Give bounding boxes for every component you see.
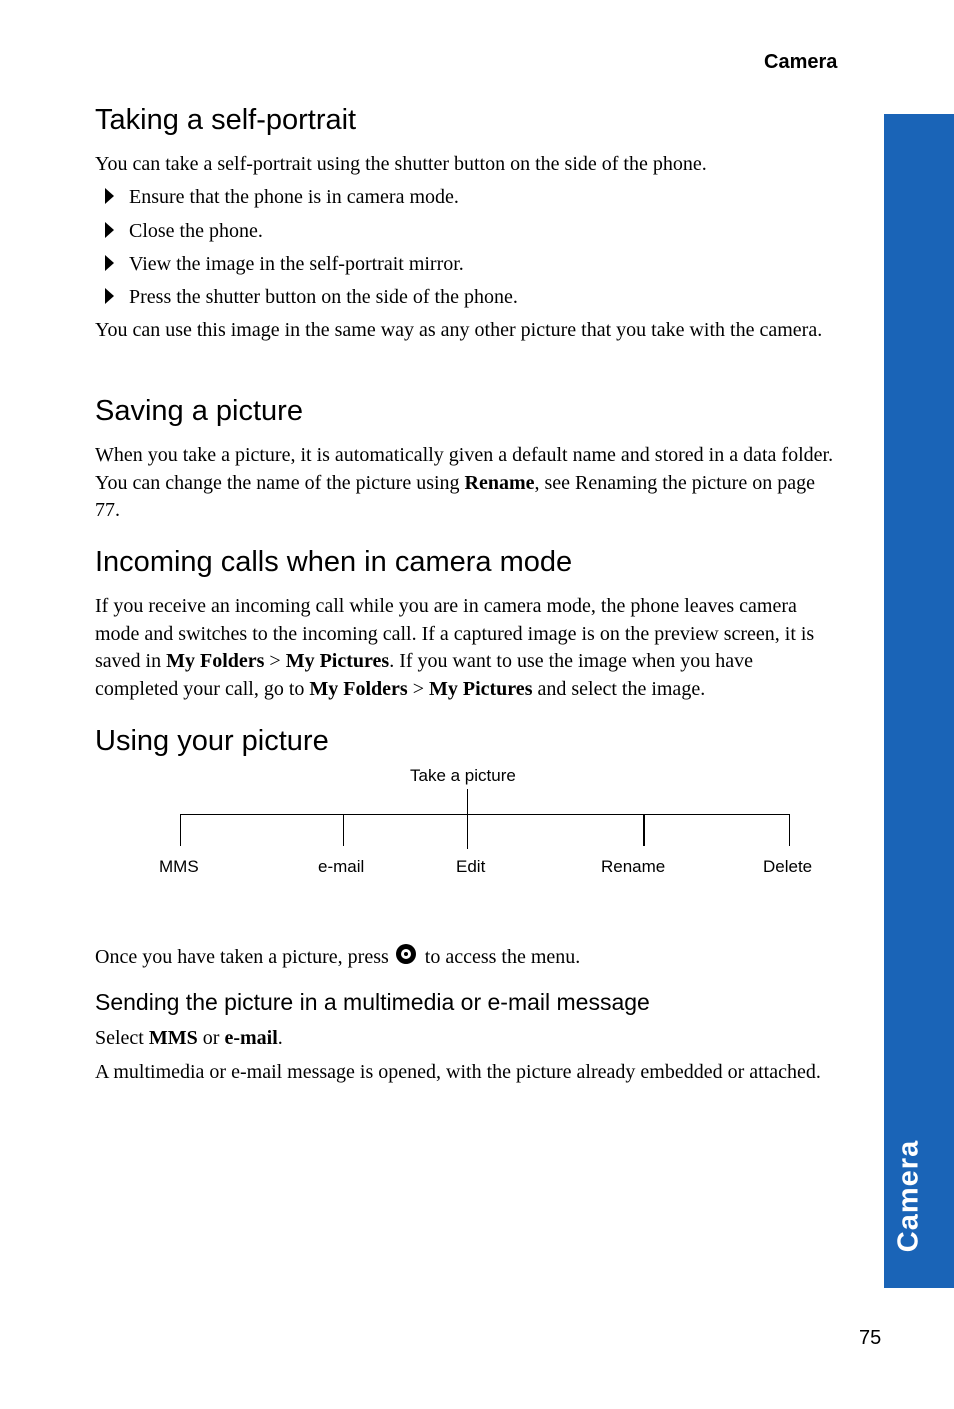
diagram-node-delete: Delete [763,857,813,876]
section-title-incoming: Incoming calls when in camera mode [95,546,573,578]
diagram-root-line [467,789,468,849]
bullet-arrow-icon [105,288,114,304]
press-menu-text: Once you have taken a picture, press to access the menu. [95,946,581,968]
step-item: View the image in the self-portrait mirror. [105,251,464,278]
diagram-bar [180,814,790,815]
diagram-branch [343,814,344,846]
diagram-root-label: Take a picture [410,766,516,785]
step-item: Ensure that the phone is in camera mode. [105,184,459,211]
bullet-arrow-icon [105,222,114,238]
menu-key-icon [396,944,416,964]
diagram-node-edit: Edit [456,857,486,876]
side-tab [884,114,954,1288]
step-item: Press the shutter button on the side of the phone. [105,284,518,311]
self-portrait-outro: You can use this image in the same way as any other picture that you take with the camera. [95,319,823,341]
bullet-arrow-icon [105,255,114,271]
sending-select-text: Select MMS or e-mail. [95,1027,283,1049]
step-item: Close the phone. [105,218,263,245]
saving-text: When you take a picture, it is automatically given a default name and stored in a data folder. You can change the name of the picture using Rename, see Renaming the picture on page 77. [95,444,834,521]
self-portrait-intro: You can take a self-portrait using the shutter button on the side of the phone. [95,153,707,175]
incoming-text: If you receive an incoming call while you are in camera mode, the phone leaves camera mode and switches to the incoming call. If a captured image is on the preview screen, it is saved in My Folders > My Pictures. If you want to use the image when you have completed your call, go to My Folders > My Pictures and select the image. [95,595,815,700]
bullet-arrow-icon [105,188,114,204]
diagram-branch [180,814,181,846]
diagram-branch [643,814,645,846]
section-title-using: Using your picture [95,725,329,757]
diagram-node-rename: Rename [601,857,666,876]
sending-result-text: A multimedia or e-mail message is opened, with the picture already embedded or attached. [95,1061,821,1083]
diagram-node-mms: MMS [159,857,199,876]
section-title-saving: Saving a picture [95,395,303,427]
page-number: 75 [859,1327,882,1349]
side-tab-label: Camera [892,1139,925,1253]
diagram-node-email: e-mail [318,857,365,876]
section-title-self-portrait: Taking a self-portrait [95,104,357,136]
subsection-title-sending: Sending the picture in a multimedia or e-mail message [95,989,650,1015]
running-head: Camera [764,51,838,73]
diagram-branch [789,814,790,846]
